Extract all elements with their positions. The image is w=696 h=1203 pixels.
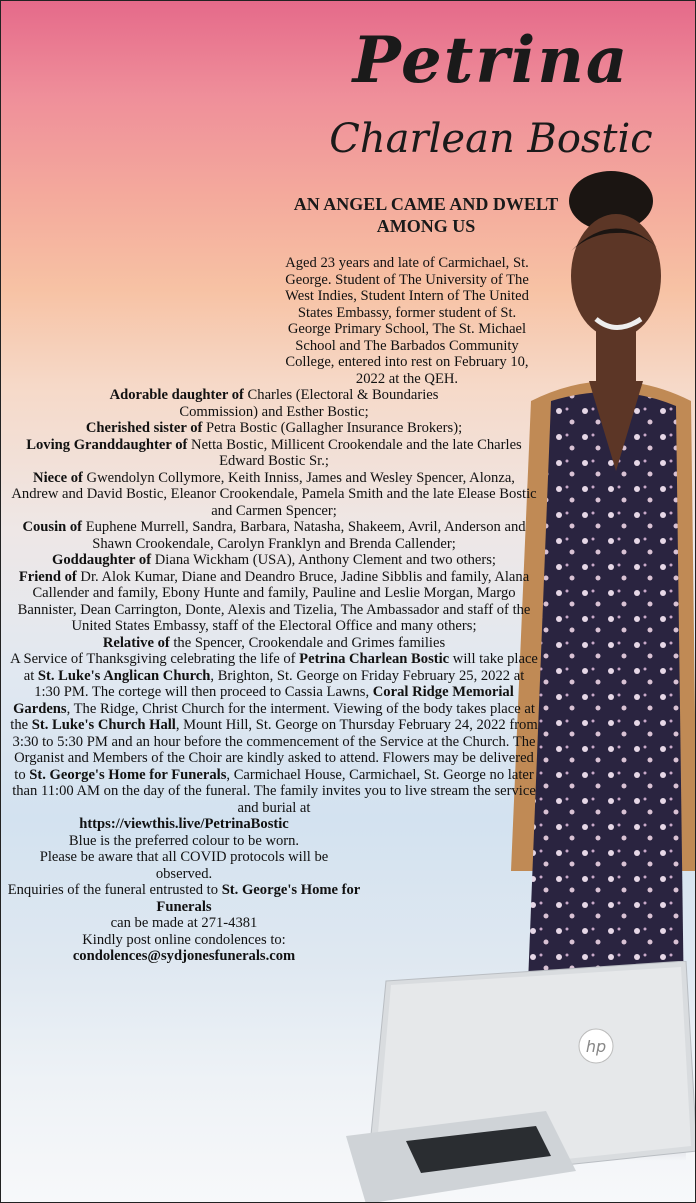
service-paragraph: A Service of Thanksgiving celebrating the life of Petrina Charlean Bostic will take place at St. Luke's Anglican Church, Brighton, St. George on Friday February 25, 2022 at 1:30 PM. The cortege will then proceed to Cassia Lawns, Coral Ridge Memorial Gardens, The Ridge, Christ Church for the interment. Viewing of the body takes place at the St. Luke's Church Hall, Mount Hill, St. George on Thursday February 24, 2022 from 3:30 to 5:30 PM and an hour before the commencement of the Service at the Church. The Organist and Members of the Choir are kindly asked to attend. Flowers may be delivered to St. George's Home for Funerals, Carmichael House, Carmichael, St. George no later than 11:00 AM on the day of the funeral. The family invites you to live stream the service and burial at (10, 651, 538, 816)
enquiries-phone: can be made at 271-4381 (110, 915, 258, 931)
friend-line: Friend of Dr. Alok Kumar, Diane and Deandro Bruce, Jadine Sibblis and family, Alana Callender and family, Ebony Hunte and family, Pauline and Leslie Morgan, Margo Bannister, Dean Carrington, Donte, Alexis and Tizelia, The Ambassador and staff of the United States Embassy, staff of the Electoral Office and many others; (17, 568, 531, 634)
condolence-label: Kindly post online condolences to: (82, 931, 286, 948)
svg-text:hp: hp (585, 1037, 607, 1056)
deceased-middle-last-name: Charlean Bostic (329, 116, 653, 162)
enquiries-line: Enquiries of the funeral entrusted to St. George's Home for Funerals (7, 882, 361, 915)
covid-note: Please be aware that all COVID protocols will be observed. (39, 849, 329, 882)
granddaughter-line: Loving Granddaughter of Netta Bostic, Millicent Crookendale and the late Charles Edward Bostic Sr.; (26, 436, 522, 469)
laptop-image (346, 961, 696, 1203)
stream-url[interactable]: https://viewthis.live/PetrinaBostic (79, 816, 289, 832)
obituary-body (9, 255, 539, 965)
deceased-first-name: Petrina (352, 23, 630, 98)
sister-line: Cherished sister of Petra Bostic (Gallagher Insurance Brokers); (85, 420, 463, 436)
daughter-line: Adorable daughter of Charles (Electoral & Boundaries Commission) and Esther Bostic; (109, 387, 439, 420)
tagline: AN ANGEL CAME AND DWELT AMONG US (293, 194, 559, 236)
intro-paragraph: Aged 23 years and late of Carmichael, St. George. Student of The University of The West Indies, Student Intern of The United States Embassy, former student of St. George Primary School, The St. Michael School and The Barbados Community College, entered into rest on February 10, 2022 at the QEH. (285, 255, 529, 387)
colour-note: Blue is the preferred colour to be worn. (68, 832, 300, 849)
goddaughter-line: Goddaughter of Diana Wickham (USA), Anthony Clement and two others; (52, 552, 496, 568)
relative-line: Relative of the Spencer, Crookendale and Grimes families (102, 634, 446, 651)
condolence-email[interactable]: condolences@sydjonesfunerals.com (72, 948, 296, 964)
cousin-line: Cousin of Euphene Murrell, Sandra, Barbara, Natasha, Shakeem, Avril, Anderson and Shawn Crookendale, Carolyn Franklyn and Brenda Callender; (22, 519, 526, 552)
niece-line: Niece of Gwendolyn Collymore, Keith Inniss, James and Wesley Spencer, Alonza, Andrew and David Bostic, Eleanor Crookendale, Pamela Smith and the late Elease Bostic and Carmen Spencer; (11, 469, 537, 519)
